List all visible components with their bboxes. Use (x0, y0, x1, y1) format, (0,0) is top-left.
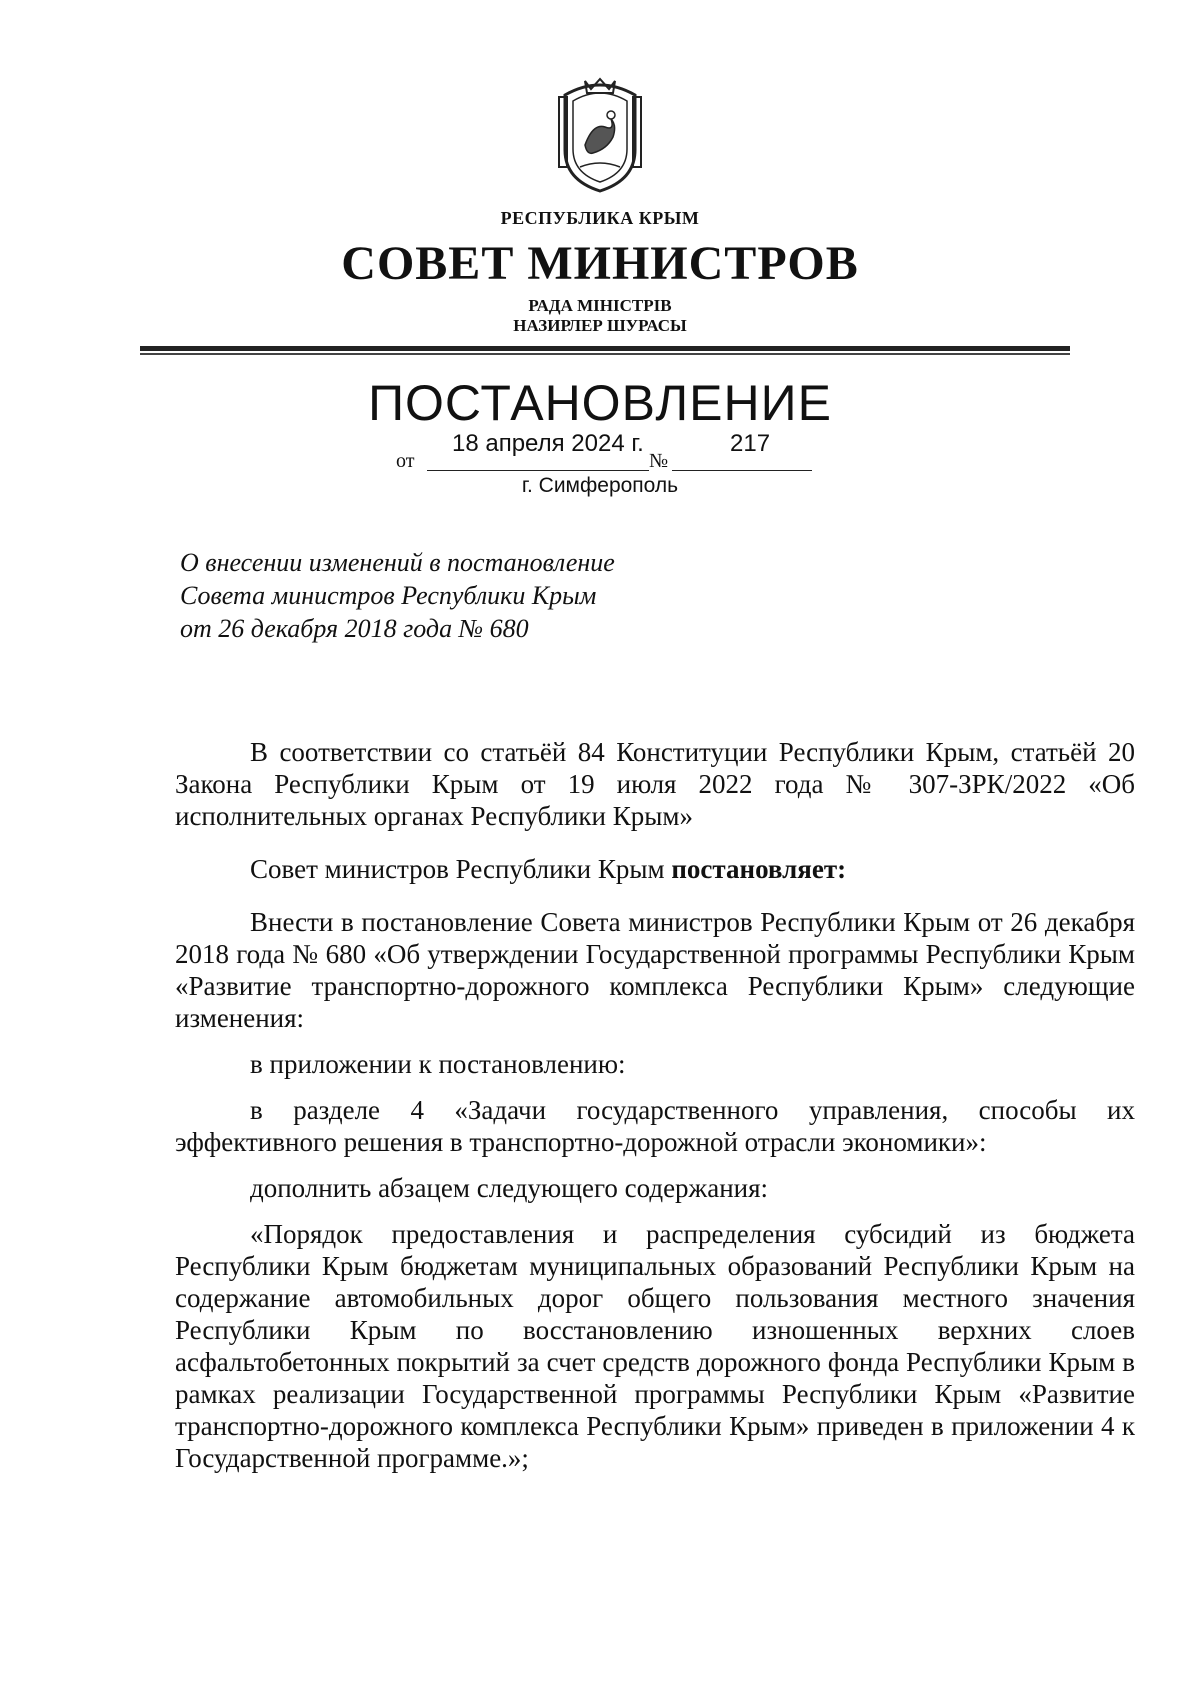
supplement-paragraph: дополнить абзацем следующего содержания: (250, 1173, 769, 1203)
resolves-keyword: постановляет: (671, 854, 847, 884)
subject-line-2: Совета министров Республики Крым (180, 581, 597, 610)
resolves-paragraph (175, 853, 1135, 885)
republic-name: РЕСПУБЛИКА КРЫМ (500, 208, 700, 228)
council-title-ua: РАДА МІНІСТРІВ (528, 296, 672, 315)
number-underline (672, 470, 812, 471)
crimea-coat-of-arms-icon (555, 75, 645, 195)
document-type: ПОСТАНОВЛЕНИЕ (368, 375, 832, 431)
document-date: 18 апреля 2024 г. (452, 430, 644, 457)
document-number: 217 (730, 430, 771, 457)
date-prefix: от (396, 450, 415, 472)
document-subject (180, 546, 615, 645)
procedure-paragraph: «Порядок предоставления и распределения субсидий из бюджета Республики Крым бюджетам муниципальных образований Республики Крым на содержание автомобильных дорог общего пользования местного значения Республики Крым по восстановлению изношенных верхних слоев асфальтобетонных покрытий за счет средств дорожного фонда Республики Крым в рамках реализации Государственной программы Республики Крым «Развитие транспортно-дорожного комплекса Республики Крым» приведен в приложении 4 к Государственной программе.»; (175, 1219, 1135, 1473)
resolves-text: Совет министров Республики Крым (250, 854, 672, 884)
header-divider-thin (140, 353, 1070, 355)
date-underline (427, 470, 649, 471)
document-body (175, 736, 1135, 1495)
amend-paragraph: Внести в постановление Совета министров Республики Крым от 26 декабря 2018 года № 680 «Об утверждении Государственной программы Республики Крым «Развитие транспортно-дорожного комплекса Республики Крым» следующие изменения: (175, 907, 1135, 1033)
appendix-paragraph: в приложении к постановлению: (250, 1049, 626, 1079)
number-sign: № (649, 450, 669, 472)
section-paragraph: в разделе 4 «Задачи государственного управления, способы их эффективного решения в транспортно-дорожной отрасли экономики»: (175, 1095, 1135, 1157)
council-title: СОВЕТ МИНИСТРОВ (341, 237, 859, 290)
subject-line-3: от 26 декабря 2018 года № 680 (180, 614, 529, 643)
header-divider-thick (140, 346, 1070, 351)
preamble-paragraph: В соответствии со статьёй 84 Конституции Республики Крым, статьёй 20 Закона Республики Крым от 19 июля 2022 года № 307-ЗРК/2022 «Об исполнительных органах Республики Крым» (175, 737, 1135, 831)
council-title-ct: НАЗИРЛЕР ШУРАСЫ (513, 316, 687, 335)
document-city: г. Симферополь (521, 474, 679, 497)
subject-line-1: О внесении изменений в постановление (180, 548, 615, 577)
